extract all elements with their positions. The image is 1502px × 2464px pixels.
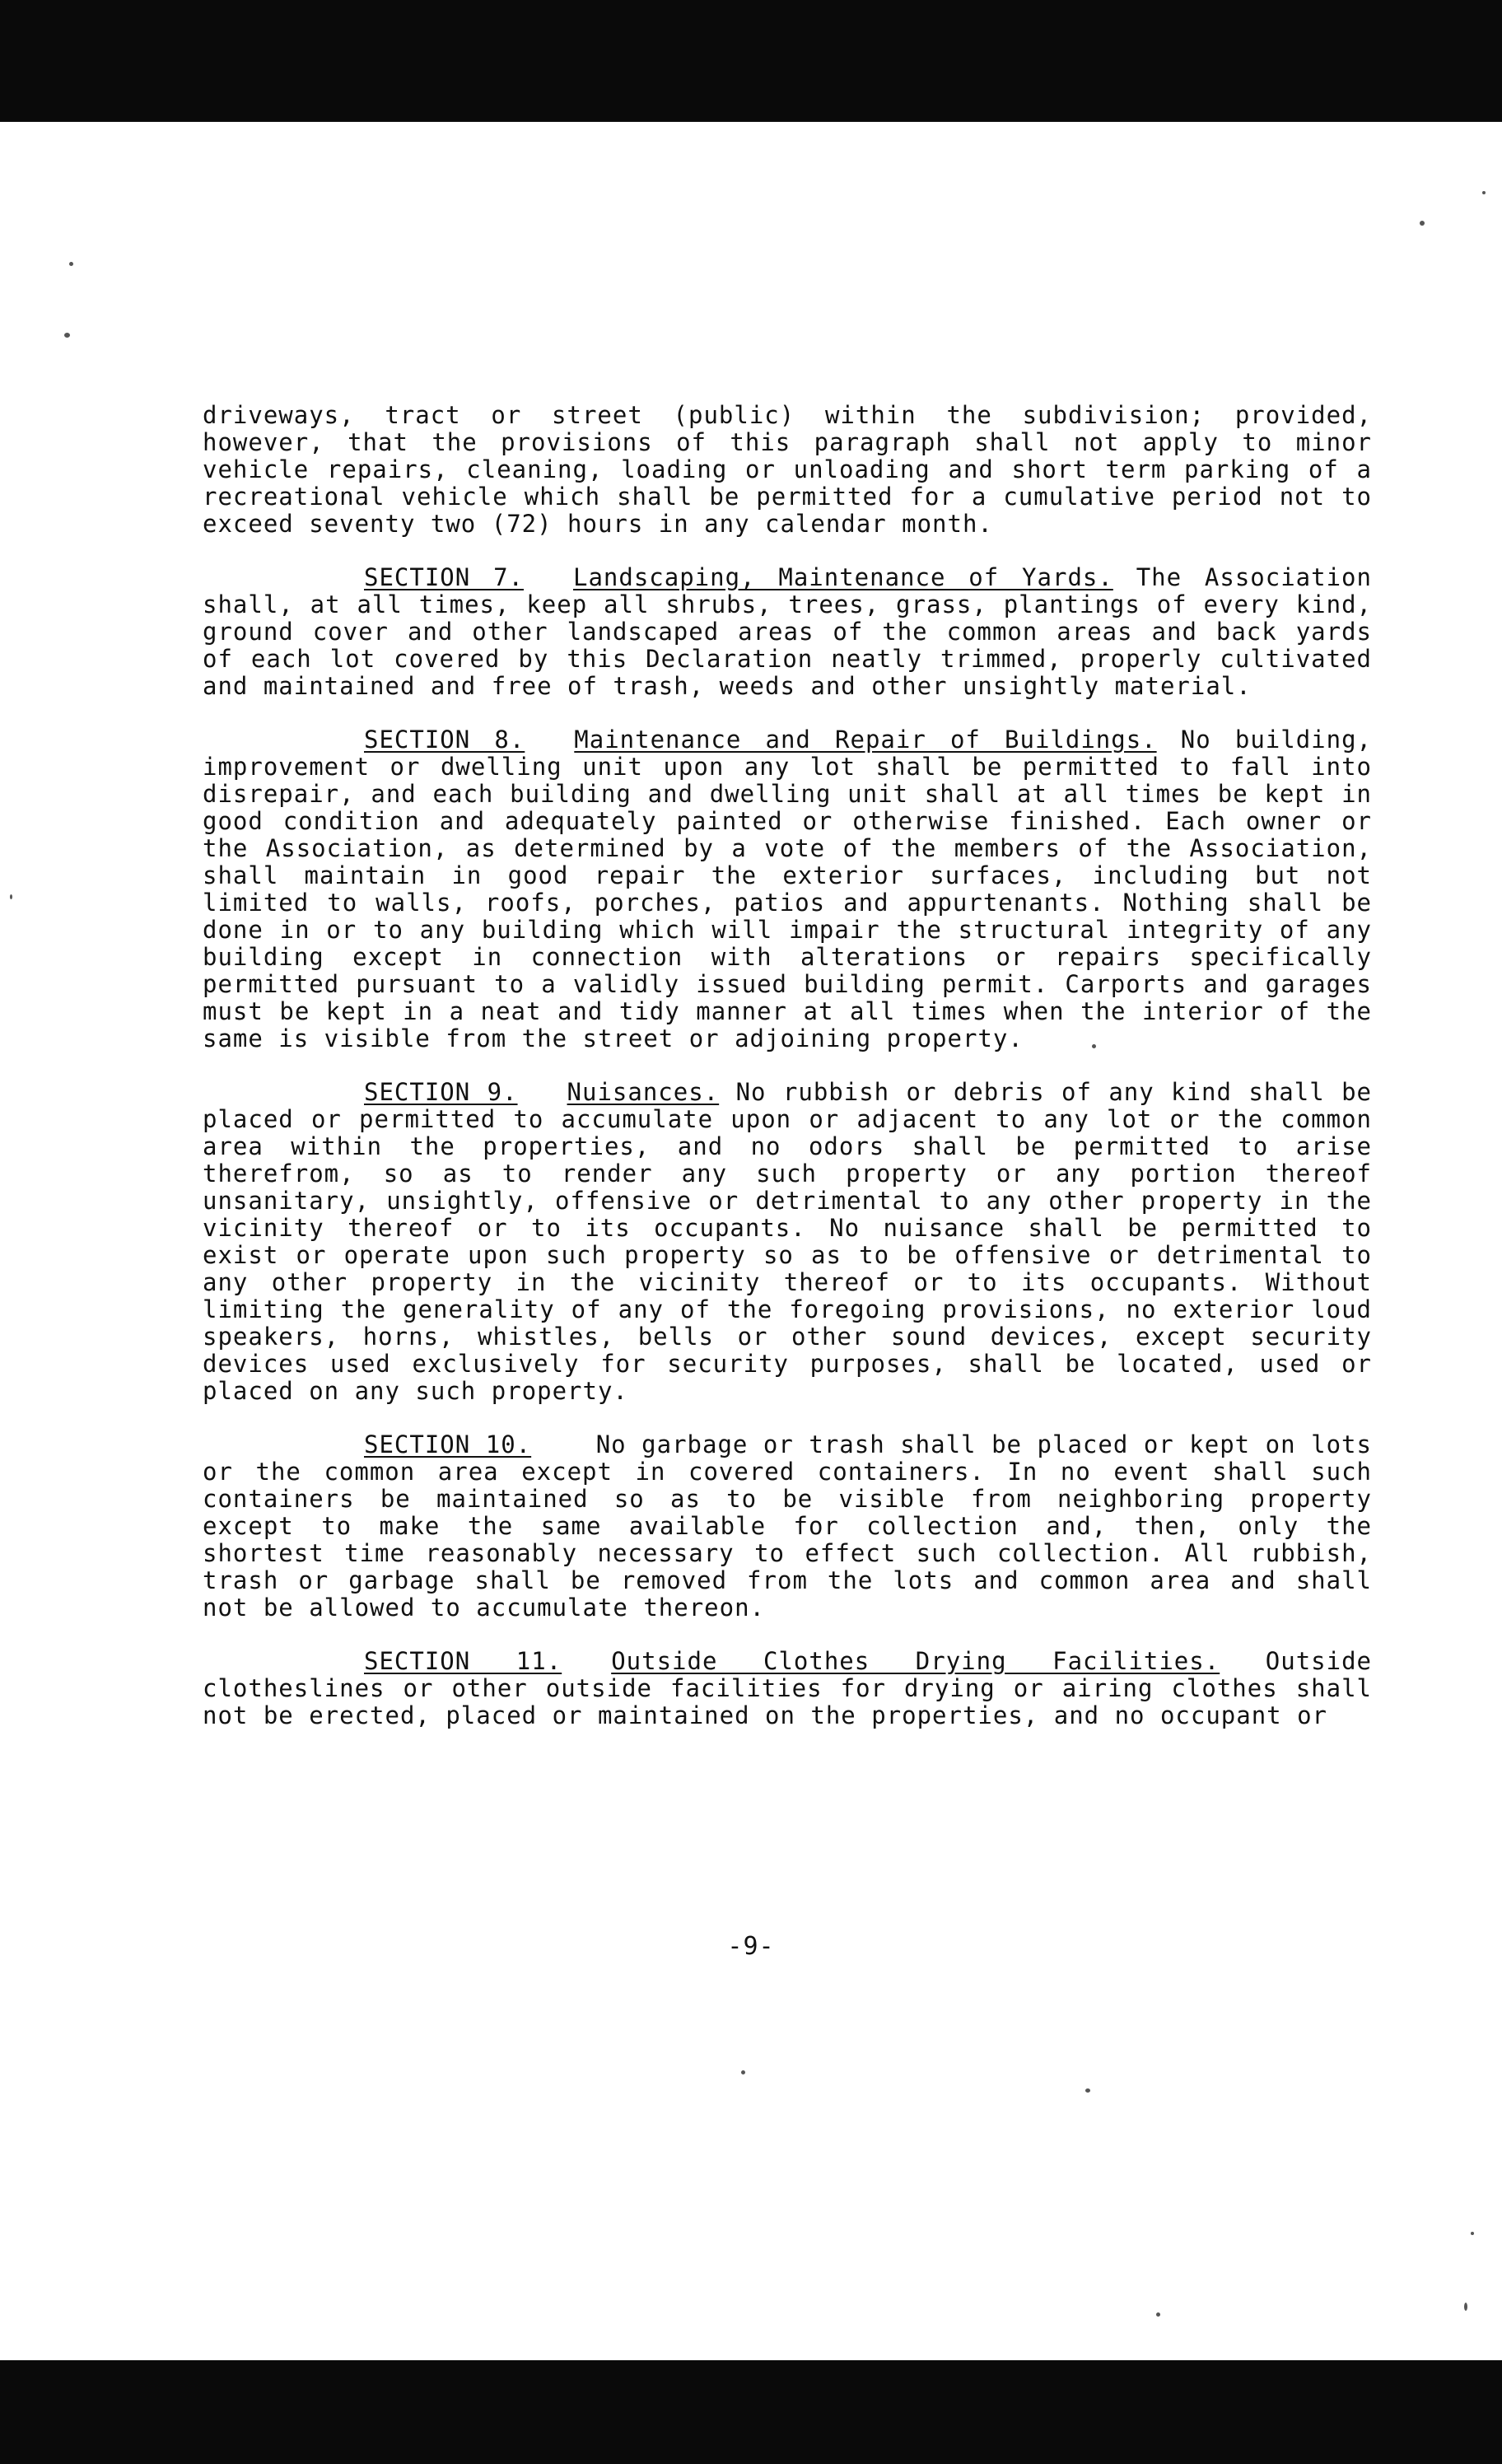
page-number: -9-	[727, 1932, 775, 1961]
scan-speck	[1085, 2088, 1090, 2093]
scan-border-top	[0, 0, 1502, 122]
scan-speck	[64, 333, 70, 338]
scan-speck	[10, 894, 12, 899]
section-heading: SECTION 9.	[364, 1078, 518, 1106]
section-heading: SECTION 8.	[364, 726, 525, 754]
section-text: The Association shall, at all times, keep all shrubs, trees, grass, plantings of every kind, ground cover and other landscaped areas of the common areas and back yards of each lot covered by this Declaration neatly trimmed, properly cultivated and maintained and free of trash, weeds and other unsightly material.	[203, 563, 1372, 700]
scan-speck	[1471, 2232, 1474, 2235]
scan-speck	[1156, 2312, 1160, 2317]
section-8	[203, 726, 1372, 1052]
section-title: Landscaping, Maintenance of Yards.	[573, 563, 1113, 591]
section-title: Nuisances.	[567, 1078, 720, 1106]
section-title: Outside Clothes Drying Facilities.	[611, 1647, 1220, 1675]
section-title: Maintenance and Repair of Buildings.	[574, 726, 1157, 754]
paragraph-text: driveways, tract or street (public) within the subdivision; provided, however, that the provisions of this paragraph shall not apply to minor vehicle repairs, cleaning, loading or unloading and short term parking of a recreational vehicle which shall be permitted for a cumulative period not to exceed seventy two (72) hours in any calendar month.	[203, 401, 1372, 538]
section-10	[203, 1431, 1372, 1622]
scan-border-bottom	[0, 2360, 1502, 2464]
scan-speck	[69, 262, 73, 266]
paragraph-continuation	[203, 402, 1372, 538]
section-text: Outside clotheslines or other outside facilities for drying or airing clothes shall not be erected, placed or maintained on the properties, and no occupant or	[203, 1647, 1372, 1729]
section-text: No rubbish or debris of any kind shall be placed or permitted to accumulate upon or adjacent to any lot or the common area within the properties, and no odors shall be permitted to arise therefrom, so as to render any such property or any portion thereof unsanitary, unsightly, offensive or detrimental to any other property in the vicinity thereof or to its occupants. No nuisance shall be permitted to exist or operate upon such property so as to be offensive or detrimental to any other property in the vicinity thereof or to its occupants. Without limiting the generality of any of the foregoing provisions, no exterior loud speakers, horns, whistles, bells or other sound devices, except security devices used exclusively for security purposes, shall be located, used or placed on any such property.	[203, 1078, 1372, 1405]
section-text: No building, improvement or dwelling unit upon any lot shall be permitted to fall into disrepair, and each building and dwelling unit shall at all times be kept in good condition and adequately painted or otherwise finished. Each owner or the Association, as determined by a vote of the members of the Association, shall maintain in good repair the exterior surfaces, including but not limited to walls, roofs, porches, patios and appurtenants. Nothing shall be done in or to any building which will impair the structural integrity of any building except in connection with alterations or repairs specifically permitted pursuant to a validly issued building permit. Carports and garages must be kept in a neat and tidy manner at all times when the interior of the same is visible from the street or adjoining property.	[203, 726, 1372, 1052]
scan-speck	[1420, 221, 1425, 226]
section-heading: SECTION 10.	[364, 1430, 532, 1458]
section-heading: SECTION 11.	[364, 1647, 562, 1675]
scan-speck	[1464, 2303, 1467, 2311]
document-body	[203, 402, 1372, 1756]
section-9	[203, 1079, 1372, 1405]
section-11	[203, 1648, 1372, 1729]
scan-speck	[1482, 191, 1486, 194]
section-text: No garbage or trash shall be placed or kept on lots or the common area except in covered containers. In no event shall such containers be maintained so as to be visible from neighboring property except to make the same available for collection and, then, only the shortest time reasonably necessary to effect such collection. All rubbish, trash or garbage shall be removed from the lots and common area and shall not be allowed to accumulate thereon.	[203, 1430, 1372, 1622]
section-heading: SECTION 7.	[364, 563, 524, 591]
scan-speck	[741, 2070, 745, 2074]
section-7	[203, 564, 1372, 700]
